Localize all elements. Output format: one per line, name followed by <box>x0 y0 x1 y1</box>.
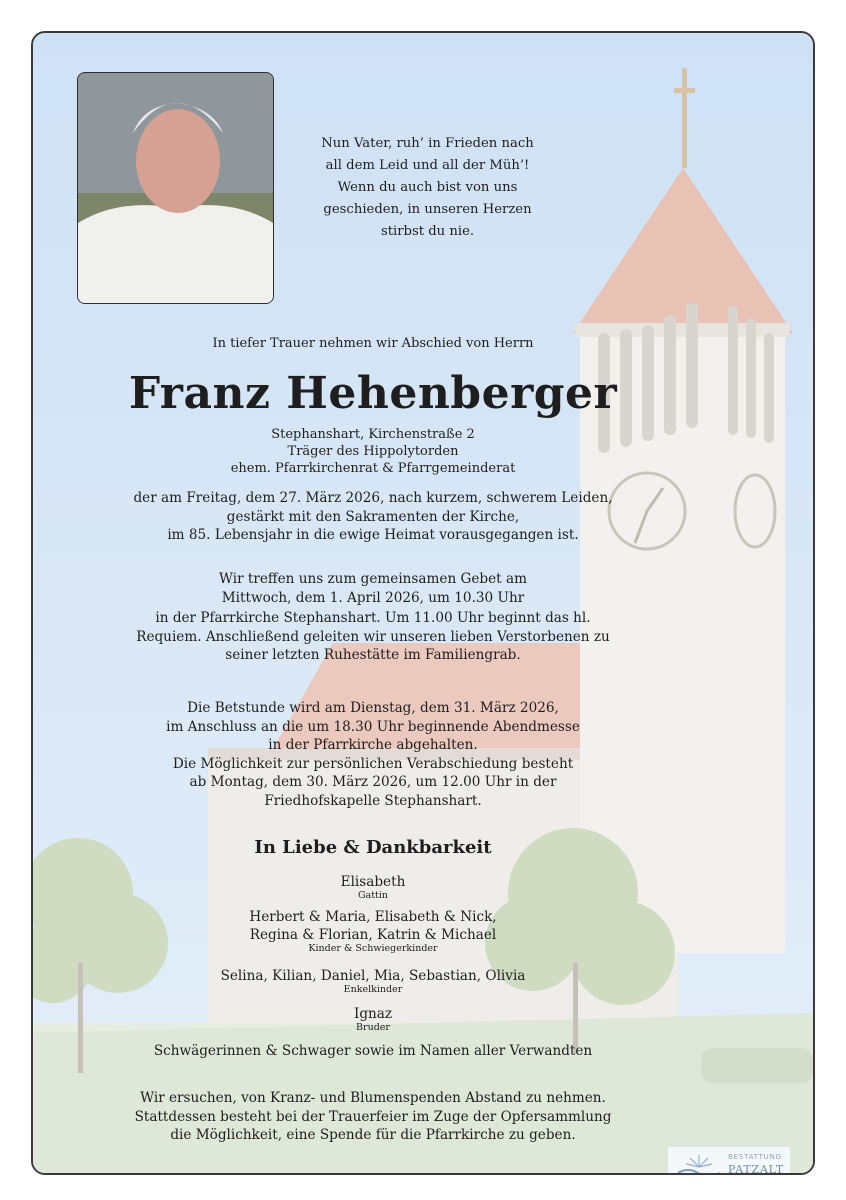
notice-line: in der Pfarrkirche abgehalten. <box>268 737 478 753</box>
funeral-home-name: PATZALT <box>728 1163 785 1175</box>
portrait-photo <box>77 72 274 304</box>
poem-line: all dem Leid und all der Müh’! <box>325 158 530 173</box>
mourner-relation: Kinder & Schwiegerkinder <box>308 943 438 954</box>
poem-line: geschieden, in unseren Herzen <box>323 202 532 217</box>
closing-line: Stattdessen besteht bei der Trauerfeier im Zuge der Opfersammlung <box>134 1108 612 1125</box>
notice-line: Wir treffen uns zum gemeinsamen Gebet am <box>219 571 527 587</box>
notice-line: Mittwoch, dem 1. April 2026, um 10.30 Uhr <box>221 589 525 606</box>
detail-line: ehem. Pfarrkirchenrat & Pfarrgemeinderat <box>230 461 516 476</box>
detail-line: Träger des Hippolytorden <box>287 444 459 459</box>
notice-line: Friedhofskapelle Stephanshart. <box>264 792 482 809</box>
mourner-names: Selina, Kilian, Daniel, Mia, Sebastian, Olivia <box>220 968 526 984</box>
notice-line: der am Freitag, dem 27. März 2026, nach kurzem, schwerem Leiden, <box>133 490 613 506</box>
closing-line: Wir ersuchen, von Kranz- und Blumenspenden Abstand zu nehmen. <box>140 1090 606 1106</box>
wave-logo-icon <box>674 1151 724 1175</box>
poem-line: Wenn du auch bist von uns <box>337 180 518 195</box>
poem-line: Nun Vater, ruh’ in Frieden nach <box>321 136 534 151</box>
mourner-others: Schwägerinnen & Schwager sowie im Namen aller Verwandten <box>153 1043 593 1059</box>
deceased-name: Franz Hehenberger <box>128 368 618 419</box>
obituary-card <box>31 31 815 1175</box>
mourner-group-brother <box>93 1005 653 1033</box>
notice-line: Requiem. Anschließend geleiten wir unseren lieben Verstorbenen zu <box>136 628 610 645</box>
mourner-group-spouse <box>93 873 653 901</box>
notice-line: im Anschluss an die um 18.30 Uhr beginnende Abendmesse <box>166 718 580 735</box>
notice-line: ab Montag, dem 30. März 2026, um 12.00 Uhr in der <box>189 774 557 790</box>
notice-line: gestärkt mit den Sakramenten der Kirche, <box>226 508 520 525</box>
funeral-home-logo <box>668 1147 790 1175</box>
mourners-heading: In Liebe & Dankbarkeit <box>254 837 492 858</box>
death-notice <box>63 489 683 545</box>
mourner-names: Ignaz <box>353 1006 393 1022</box>
mourner-names: Regina & Florian, Katrin & Michael <box>249 927 497 943</box>
closing-line: die Möglichkeit, eine Spende für die Pfarrkirche zu geben. <box>170 1127 576 1143</box>
poem-line: stirbst du nie. <box>380 224 475 239</box>
funeral-home-label: BESTATTUNG <box>728 1153 782 1161</box>
mourner-names: Elisabeth <box>340 874 406 890</box>
mourner-relation: Bruder <box>356 1022 390 1033</box>
mourner-group-children <box>93 908 653 954</box>
mourner-relation: Gattin <box>357 890 389 901</box>
detail-line: Stephanshart, Kirchenstraße 2 <box>271 427 475 442</box>
mourner-relation: Enkelkinder <box>343 984 403 995</box>
notice-line: in der Pfarrkirche Stephanshart. Um 11.00 Uhr beginnt das hl. <box>155 610 591 626</box>
intro-text: In tiefer Trauer nehmen wir Abschied von Herrn <box>212 336 534 351</box>
notice-line: seiner letzten Ruhestätte im Familiengrab. <box>225 647 521 663</box>
closing-request <box>63 1089 683 1145</box>
notice-line: Die Möglichkeit zur persönlichen Verabschiedung besteht <box>172 755 574 772</box>
prayer-notice <box>63 570 683 665</box>
memorial-poem <box>295 133 560 243</box>
notice-line: Die Betstunde wird am Dienstag, dem 31. März 2026, <box>187 700 559 716</box>
mourner-group-grandchildren <box>93 967 653 995</box>
deceased-details <box>93 426 653 477</box>
notice-line: im 85. Lebensjahr in die ewige Heimat vorausgegangen ist. <box>167 527 579 543</box>
mourner-names: Herbert & Maria, Elisabeth & Nick, <box>249 909 497 925</box>
vigil-notice <box>63 699 683 810</box>
